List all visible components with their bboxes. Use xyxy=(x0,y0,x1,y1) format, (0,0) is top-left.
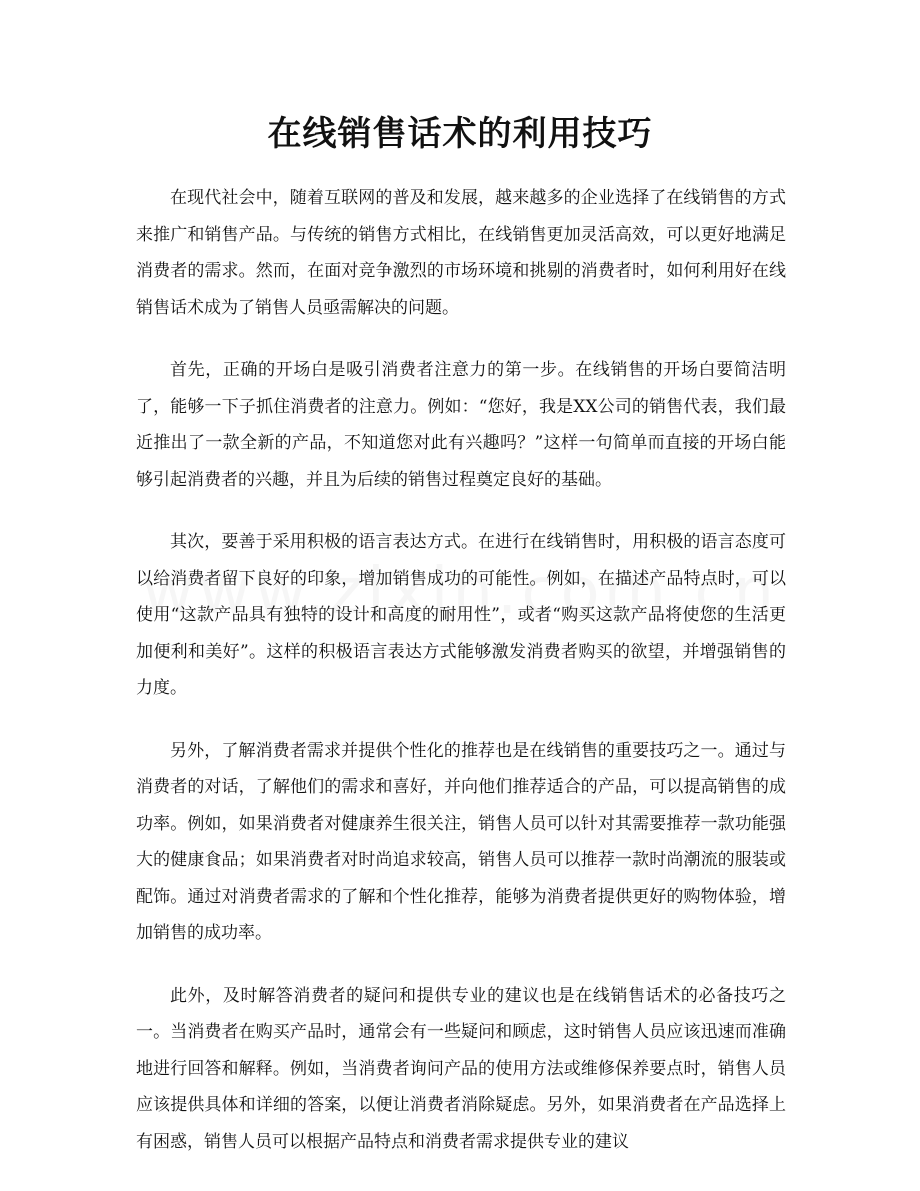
paragraph-1: 在现代社会中，随着互联网的普及和发展，越来越多的企业选择了在线销售的方式来推广和销售产品。与传统的销售方式相比，在线销售更加灵活高效，可以更好地满足消费者的需求。然而，在面对竞争激烈的市场环境和挑剔的消费者时，如何利用好在线销售话术成为了销售人员亟需解决的问题。 xyxy=(136,188,786,318)
paragraph-5: 此外，及时解答消费者的疑问和提供专业的建议也是在线销售话术的必备技巧之一。当消费者在购买产品时，通常会有一些疑问和顾虑，这时销售人员应该迅速而准确地进行回答和解释。例如，当消费者询问产品的使用方法或维修保养要点时，销售人员应该提供具体和详细的答案，以便让消费者消除疑虑。另外，如果消费者在产品选择上有困惑，销售人员可以根据产品特点和消费者需求提供专业的建议 xyxy=(136,985,786,1152)
paragraph-4: 另外，了解消费者需求并提供个性化的推荐也是在线销售的重要技巧之一。通过与消费者的对话，了解他们的需求和喜好，并向他们推荐适合的产品，可以提高销售的成功率。例如，如果消费者对健康养生很关注，销售人员可以针对其需要推荐一款功能强大的健康食品；如果消费者对时尚追求较高，销售人员可以推荐一款时尚潮流的服装或配饰。通过对消费者需求的了解和个性化推荐，能够为消费者提供更好的购物体验，增加销售的成功率。 xyxy=(136,740,786,943)
paragraph-3: 其次，要善于采用积极的语言表达方式。在进行在线销售时，用积极的语言态度可以给消费者留下良好的印象，增加销售成功的可能性。例如，在描述产品特点时，可以使用“这款产品具有独特的设计和高度的耐用性”，或者“购买这款产品将使您的生活更加便利和美好”。这样的积极语言表达方式能够激发消费者购买的欲望，并增强销售的力度。 xyxy=(136,532,786,698)
document-title: 在线销售话术的利用技巧 xyxy=(267,114,653,154)
paragraph-2: 首先，正确的开场白是吸引消费者注意力的第一步。在线销售的开场白要简洁明了，能够一下子抓住消费者的注意力。例如：“您好，我是XX公司的销售代表，我们最近推出了一款全新的产品，不知道您对此有兴趣吗？”这样一句简单而直接的开场白能够引起消费者的兴趣，并且为后续的销售过程奠定良好的基础。 xyxy=(136,360,786,490)
document-body xyxy=(136,180,786,1186)
